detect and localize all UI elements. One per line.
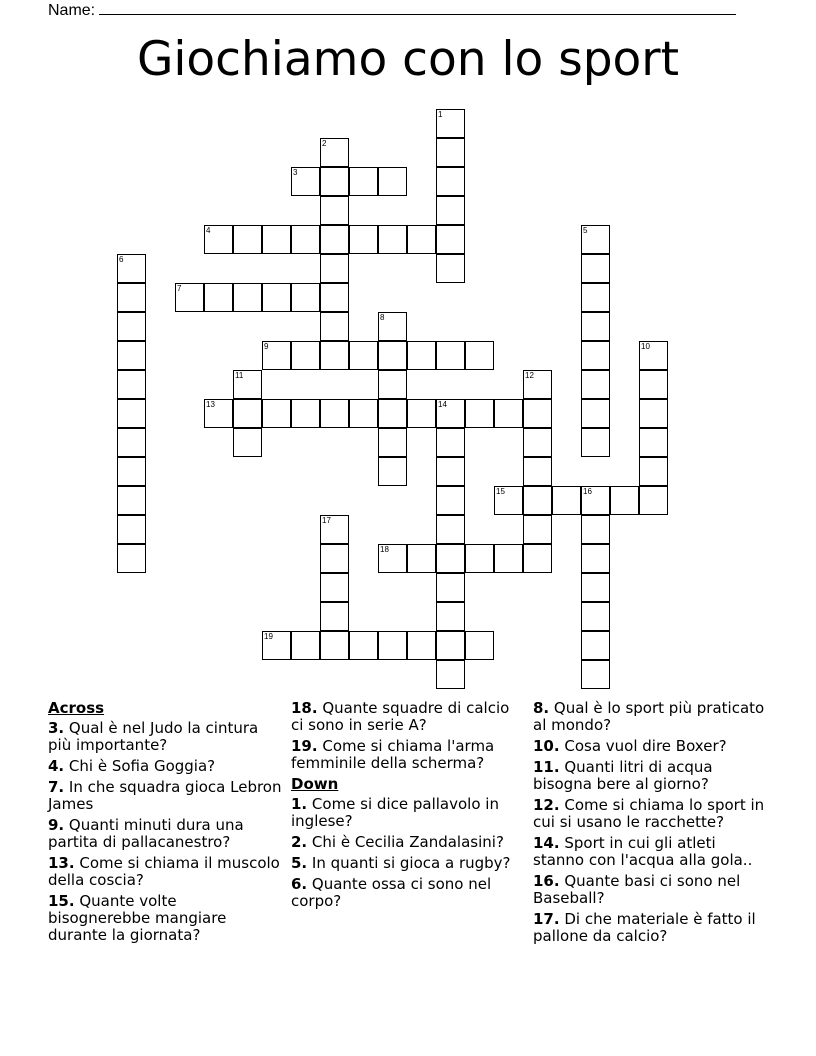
clue-text: Quanti minuti dura una partita di pallacanestro? bbox=[48, 816, 244, 851]
grid-cell[interactable] bbox=[378, 399, 407, 428]
grid-cell[interactable] bbox=[320, 225, 349, 254]
grid-cell[interactable] bbox=[291, 283, 320, 312]
clue-text: Qual è lo sport più praticato al mondo? bbox=[533, 699, 765, 734]
across-heading: Across bbox=[48, 699, 105, 717]
clue-text: Quanti litri di acqua bisogna bere al giorno? bbox=[533, 758, 713, 793]
grid-cell[interactable] bbox=[436, 602, 465, 631]
grid-cell[interactable] bbox=[233, 283, 262, 312]
grid-cell[interactable] bbox=[378, 167, 407, 196]
grid-cell[interactable] bbox=[117, 399, 146, 428]
grid-cell[interactable] bbox=[552, 486, 581, 515]
grid-cell[interactable] bbox=[117, 457, 146, 486]
grid-cell[interactable] bbox=[581, 660, 610, 689]
clue-number: 4. bbox=[48, 757, 65, 775]
grid-cell[interactable] bbox=[581, 486, 610, 515]
clue-text: Quante squadre di calcio ci sono in serie A? bbox=[291, 699, 510, 734]
grid-cell[interactable] bbox=[204, 283, 233, 312]
grid-cell[interactable] bbox=[320, 312, 349, 341]
grid-cell[interactable] bbox=[291, 167, 320, 196]
clue-number: 19 bbox=[264, 632, 273, 641]
grid-cell[interactable] bbox=[581, 631, 610, 660]
clues-column-3 bbox=[533, 700, 768, 949]
grid-cell[interactable] bbox=[465, 399, 494, 428]
grid-cell[interactable] bbox=[581, 515, 610, 544]
grid-cell[interactable] bbox=[494, 544, 523, 573]
grid-cell[interactable] bbox=[407, 225, 436, 254]
grid-cell[interactable] bbox=[233, 399, 262, 428]
grid-cell[interactable] bbox=[581, 544, 610, 573]
grid-cell[interactable] bbox=[581, 254, 610, 283]
grid-cell[interactable] bbox=[523, 544, 552, 573]
clue-number: 14. bbox=[533, 834, 560, 852]
grid-cell[interactable] bbox=[320, 196, 349, 225]
clue-item bbox=[533, 700, 768, 734]
grid-cell[interactable] bbox=[581, 283, 610, 312]
clue-number: 14 bbox=[438, 400, 447, 409]
clue-number: 11. bbox=[533, 758, 560, 776]
grid-cell[interactable] bbox=[117, 312, 146, 341]
grid-cell[interactable] bbox=[436, 341, 465, 370]
clue-number: 9. bbox=[48, 816, 65, 834]
grid-cell[interactable] bbox=[320, 515, 349, 544]
clue-number: 10 bbox=[641, 342, 650, 351]
clue-number: 5 bbox=[583, 226, 588, 235]
clue-text: Sport in cui gli atleti stanno con l'acqua alla gola.. bbox=[533, 834, 753, 869]
grid-cell[interactable] bbox=[436, 167, 465, 196]
clue-text: Chi è Sofia Goggia? bbox=[68, 757, 216, 775]
clue-item bbox=[291, 700, 526, 734]
clue-number: 17. bbox=[533, 910, 560, 928]
grid-cell[interactable] bbox=[117, 515, 146, 544]
grid-cell[interactable] bbox=[117, 544, 146, 573]
grid-cell[interactable] bbox=[436, 631, 465, 660]
clue-number: 13. bbox=[48, 854, 75, 872]
clue-item bbox=[533, 873, 768, 907]
clue-item bbox=[291, 855, 526, 872]
grid-cell[interactable] bbox=[639, 486, 668, 515]
clue-number: 19. bbox=[291, 737, 318, 755]
clue-number: 15 bbox=[496, 487, 505, 496]
clue-number: 6. bbox=[291, 875, 308, 893]
grid-cell[interactable] bbox=[581, 428, 610, 457]
clue-number: 8. bbox=[533, 699, 550, 717]
grid-cell[interactable] bbox=[233, 428, 262, 457]
clue-number: 11 bbox=[235, 371, 244, 380]
clue-text: Come si chiama lo sport in cui si usano le racchette? bbox=[533, 796, 765, 831]
clue-number: 13 bbox=[206, 400, 215, 409]
name-label: Name: bbox=[48, 2, 96, 19]
clue-number: 12 bbox=[525, 371, 534, 380]
grid-cell[interactable] bbox=[320, 283, 349, 312]
clue-number: 8 bbox=[380, 313, 385, 322]
grid-cell[interactable] bbox=[465, 631, 494, 660]
grid-cell[interactable] bbox=[639, 399, 668, 428]
clue-item bbox=[48, 758, 283, 775]
grid-cell[interactable] bbox=[436, 138, 465, 167]
clue-number: 17 bbox=[322, 516, 331, 525]
clue-item bbox=[533, 835, 768, 869]
clue-item bbox=[48, 779, 283, 813]
clue-number: 3 bbox=[293, 168, 298, 177]
clue-item bbox=[533, 911, 768, 945]
grid-cell[interactable] bbox=[349, 631, 378, 660]
clue-text: In quanti si gioca a rugby? bbox=[311, 854, 511, 872]
clue-text: In che squadra gioca Lebron James bbox=[48, 778, 282, 813]
grid-cell[interactable] bbox=[407, 399, 436, 428]
clue-text: Di che materiale è fatto il pallone da calcio? bbox=[533, 910, 756, 945]
grid-cell[interactable] bbox=[378, 312, 407, 341]
clue-number: 1 bbox=[438, 110, 443, 119]
clue-number: 7 bbox=[177, 284, 182, 293]
clue-number: 3. bbox=[48, 719, 65, 737]
clue-number: 6 bbox=[119, 255, 124, 264]
grid-cell[interactable] bbox=[523, 457, 552, 486]
grid-cell[interactable] bbox=[639, 457, 668, 486]
grid-cell[interactable] bbox=[175, 283, 204, 312]
grid-cell[interactable] bbox=[378, 457, 407, 486]
grid-cell[interactable] bbox=[320, 167, 349, 196]
clue-number: 4 bbox=[206, 226, 211, 235]
grid-cell[interactable] bbox=[117, 428, 146, 457]
grid-cell[interactable] bbox=[436, 399, 465, 428]
grid-cell[interactable] bbox=[581, 399, 610, 428]
grid-cell[interactable] bbox=[436, 573, 465, 602]
grid-cell[interactable] bbox=[320, 399, 349, 428]
clue-item bbox=[48, 855, 283, 889]
grid-cell[interactable] bbox=[639, 341, 668, 370]
clue-item bbox=[291, 796, 526, 830]
grid-cell[interactable] bbox=[436, 109, 465, 138]
grid-cell[interactable] bbox=[610, 486, 639, 515]
clue-number: 1. bbox=[291, 795, 308, 813]
clue-number: 9 bbox=[264, 342, 269, 351]
clue-text: Come si dice pallavolo in inglese? bbox=[291, 795, 499, 830]
clue-number: 12. bbox=[533, 796, 560, 814]
grid-cell[interactable] bbox=[349, 399, 378, 428]
clues-column-2 bbox=[291, 700, 526, 914]
grid-cell[interactable] bbox=[320, 254, 349, 283]
grid-cell[interactable] bbox=[639, 370, 668, 399]
grid-cell[interactable] bbox=[262, 225, 291, 254]
grid-cell[interactable] bbox=[639, 428, 668, 457]
grid-cell[interactable] bbox=[407, 341, 436, 370]
grid-cell[interactable] bbox=[378, 341, 407, 370]
clue-number: 7. bbox=[48, 778, 65, 796]
clue-item bbox=[533, 738, 768, 755]
clue-item bbox=[48, 893, 283, 944]
grid-cell[interactable] bbox=[117, 283, 146, 312]
clue-item bbox=[48, 817, 283, 851]
grid-cell[interactable] bbox=[436, 457, 465, 486]
clue-item bbox=[533, 759, 768, 793]
clue-number: 5. bbox=[291, 854, 308, 872]
grid-cell[interactable] bbox=[581, 341, 610, 370]
clue-text: Quante volte bisognerebbe mangiare durante la giornata? bbox=[48, 892, 227, 944]
clue-number: 10. bbox=[533, 737, 560, 755]
grid-cell[interactable] bbox=[291, 225, 320, 254]
grid-cell[interactable] bbox=[581, 573, 610, 602]
clue-number: 16. bbox=[533, 872, 560, 890]
grid-cell[interactable] bbox=[378, 428, 407, 457]
grid-cell[interactable] bbox=[407, 631, 436, 660]
grid-cell[interactable] bbox=[465, 341, 494, 370]
grid-cell[interactable] bbox=[117, 486, 146, 515]
grid-cell[interactable] bbox=[117, 254, 146, 283]
grid-cell[interactable] bbox=[320, 544, 349, 573]
grid-cell[interactable] bbox=[262, 283, 291, 312]
grid-cell[interactable] bbox=[436, 544, 465, 573]
grid-cell[interactable] bbox=[233, 370, 262, 399]
grid-cell[interactable] bbox=[581, 370, 610, 399]
grid-cell[interactable] bbox=[436, 225, 465, 254]
grid-cell[interactable] bbox=[436, 486, 465, 515]
grid-cell[interactable] bbox=[233, 225, 262, 254]
clue-text: Quante ossa ci sono nel corpo? bbox=[291, 875, 492, 910]
clue-text: Qual è nel Judo la cintura più importante? bbox=[48, 719, 259, 754]
grid-cell[interactable] bbox=[320, 631, 349, 660]
grid-cell[interactable] bbox=[320, 602, 349, 631]
grid-cell[interactable] bbox=[320, 341, 349, 370]
grid-cell[interactable] bbox=[320, 573, 349, 602]
clue-number: 2 bbox=[322, 139, 327, 148]
clue-number: 16 bbox=[583, 487, 592, 496]
grid-cell[interactable] bbox=[262, 631, 291, 660]
grid-cell[interactable] bbox=[581, 225, 610, 254]
grid-cell[interactable] bbox=[523, 370, 552, 399]
clue-text: Come si chiama il muscolo della coscia? bbox=[48, 854, 280, 889]
grid-cell[interactable] bbox=[378, 544, 407, 573]
clue-number: 18 bbox=[380, 545, 389, 554]
grid-cell[interactable] bbox=[349, 341, 378, 370]
grid-cell[interactable] bbox=[204, 225, 233, 254]
grid-cell[interactable] bbox=[494, 399, 523, 428]
grid-cell[interactable] bbox=[407, 544, 436, 573]
clue-item bbox=[533, 797, 768, 831]
grid-cell[interactable] bbox=[436, 660, 465, 689]
grid-cell[interactable] bbox=[436, 515, 465, 544]
down-heading: Down bbox=[291, 775, 339, 793]
grid-cell[interactable] bbox=[436, 254, 465, 283]
clue-item bbox=[291, 876, 526, 910]
grid-cell[interactable] bbox=[436, 196, 465, 225]
grid-cell[interactable] bbox=[262, 399, 291, 428]
grid-cell[interactable] bbox=[523, 399, 552, 428]
clue-item bbox=[291, 834, 526, 851]
grid-cell[interactable] bbox=[291, 631, 320, 660]
grid-cell[interactable] bbox=[494, 486, 523, 515]
clue-number: 18. bbox=[291, 699, 318, 717]
clue-number: 2. bbox=[291, 833, 308, 851]
grid-cell[interactable] bbox=[523, 428, 552, 457]
grid-cell[interactable] bbox=[117, 370, 146, 399]
grid-cell[interactable] bbox=[436, 428, 465, 457]
clue-item bbox=[48, 720, 283, 754]
grid-cell[interactable] bbox=[523, 515, 552, 544]
grid-cell[interactable] bbox=[262, 341, 291, 370]
grid-cell[interactable] bbox=[349, 225, 378, 254]
clue-text: Come si chiama l'arma femminile della scherma? bbox=[291, 737, 495, 772]
grid-cell[interactable] bbox=[378, 370, 407, 399]
grid-cell[interactable] bbox=[523, 486, 552, 515]
clue-number: 15. bbox=[48, 892, 75, 910]
grid-cell[interactable] bbox=[581, 312, 610, 341]
grid-cell[interactable] bbox=[581, 602, 610, 631]
grid-cell[interactable] bbox=[291, 399, 320, 428]
clue-text: Quante basi ci sono nel Baseball? bbox=[533, 872, 741, 907]
grid-cell[interactable] bbox=[349, 167, 378, 196]
clues-column-1 bbox=[48, 700, 283, 948]
grid-cell[interactable] bbox=[117, 341, 146, 370]
grid-cell[interactable] bbox=[465, 544, 494, 573]
clue-text: Cosa vuol dire Boxer? bbox=[564, 737, 727, 755]
grid-cell[interactable] bbox=[320, 138, 349, 167]
grid-cell[interactable] bbox=[378, 631, 407, 660]
grid-cell[interactable] bbox=[378, 225, 407, 254]
grid-cell[interactable] bbox=[204, 399, 233, 428]
clue-text: Chi è Cecilia Zandalasini? bbox=[311, 833, 504, 851]
grid-cell[interactable] bbox=[291, 341, 320, 370]
clue-item bbox=[291, 738, 526, 772]
page-title: Giochiamo con lo sport bbox=[136, 32, 680, 87]
